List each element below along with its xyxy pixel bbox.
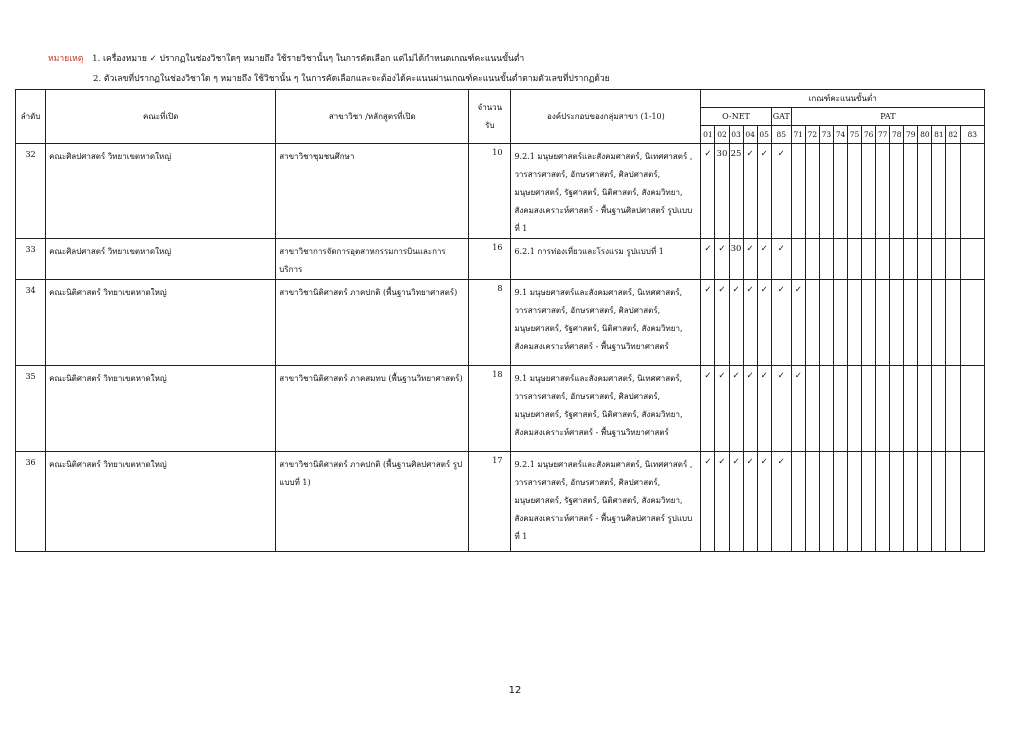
- criteria-cell-72: [805, 239, 819, 280]
- criteria-cell-83: [960, 144, 984, 239]
- criteria-cell-82: [946, 280, 960, 366]
- note-text-1: 1. เครื่องหมาย ✓ ปรากฏในช่องวิชาใดๆ หมายถึง ใช้รายวิชานั้นๆ ในการคัดเลือก แต่ไม่ได้กำหนดเกณฑ์คะแนนขั้นต่ำ: [92, 54, 525, 64]
- criteria-cell-85: ✓: [771, 452, 791, 552]
- criteria-cell-72: [805, 144, 819, 239]
- row-no: 33: [16, 239, 46, 280]
- row-component: 9.1 มนุษยศาสตร์และสังคมศาสตร์, นิเทศศาสตร์, วารสารศาสตร์, อักษรศาสตร์, ศิลปศาสตร์, มนุษยศาสตร์, รัฐศาสตร์, นิติศาสตร์, สังคมวิทยา, สังคมสงเคราะห์ศาสตร์ - พื้นฐานวิทยาศาสตร์: [511, 280, 701, 366]
- criteria-cell-82: [946, 452, 960, 552]
- row-seats: 10: [469, 144, 511, 239]
- criteria-cell-82: [946, 366, 960, 452]
- criteria-cell-75: [848, 144, 862, 239]
- header-program: สาขาวิชา /หลักสูตรที่เปิด: [276, 90, 469, 144]
- row-seats: 16: [469, 239, 511, 280]
- subject-code-77: 77: [876, 126, 890, 144]
- row-program: สาขาวิชาการจัดการอุตสาหกรรมการบินและการบริการ: [276, 239, 469, 280]
- note-line-2: 2. ตัวเลขที่ปรากฏในช่องวิชาใด ๆ หมายถึง ใช้วิชานั้น ๆ ในการคัดเลือกและจะต้องได้คะแนนผ่านเกณฑ์คะแนนขั้นต่ำตามตัวเลขที่ปรากฏด้วย: [93, 74, 610, 84]
- notes-label: หมายเหตุ: [48, 54, 84, 64]
- row-component: 9.1 มนุษยศาสตร์และสังคมศาสตร์, นิเทศศาสตร์, วารสารศาสตร์, อักษรศาสตร์, ศิลปศาสตร์, มนุษยศาสตร์, รัฐศาสตร์, นิติศาสตร์, สังคมวิทยา, สังคมสงเคราะห์ศาสตร์ - พื้นฐานวิทยาศาสตร์: [511, 366, 701, 452]
- criteria-cell-72: [805, 280, 819, 366]
- subject-code-02: 02: [715, 126, 729, 144]
- criteria-cell-04: ✓: [743, 280, 757, 366]
- table-row: [16, 452, 985, 552]
- criteria-cell-75: [848, 280, 862, 366]
- row-seats: 17: [469, 452, 511, 552]
- criteria-cell-85: ✓: [771, 144, 791, 239]
- criteria-cell-85: ✓: [771, 239, 791, 280]
- criteria-cell-85: ✓: [771, 280, 791, 366]
- subject-code-79: 79: [904, 126, 918, 144]
- criteria-cell-80: [918, 280, 932, 366]
- page-number: 12: [508, 685, 522, 696]
- criteria-cell-71: [791, 239, 805, 280]
- criteria-cell-74: [833, 452, 847, 552]
- row-component: 9.2.1 มนุษยศาสตร์และสังคมศาสตร์, นิเทศศาสตร์ , วารสารศาสตร์, อักษรศาสตร์, ศิลปศาสตร์, มนุษยศาสตร์, รัฐศาสตร์, นิติศาสตร์, สังคมวิทยา, สังคมสงเคราะห์ศาสตร์ - พื้นฐานศิลปศาสตร์ รูปแบบที่ 1: [511, 452, 701, 552]
- criteria-cell-05: ✓: [757, 280, 771, 366]
- criteria-cell-73: [819, 239, 833, 280]
- criteria-cell-77: [876, 366, 890, 452]
- criteria-cell-04: ✓: [743, 366, 757, 452]
- criteria-cell-78: [890, 366, 904, 452]
- criteria-cell-75: [848, 452, 862, 552]
- criteria-cell-83: [960, 452, 984, 552]
- row-faculty: คณะศิลปศาสตร์ วิทยาเขตหาดใหญ่: [46, 239, 276, 280]
- table-row: [16, 144, 985, 239]
- criteria-cell-76: [862, 239, 876, 280]
- criteria-cell-85: ✓: [771, 366, 791, 452]
- criteria-cell-80: [918, 144, 932, 239]
- criteria-cell-05: ✓: [757, 452, 771, 552]
- criteria-cell-05: ✓: [757, 366, 771, 452]
- criteria-cell-03: ✓: [729, 366, 743, 452]
- criteria-cell-77: [876, 239, 890, 280]
- criteria-cell-71: ✓: [791, 366, 805, 452]
- criteria-cell-03: 25: [729, 144, 743, 239]
- criteria-cell-72: [805, 366, 819, 452]
- subject-code-74: 74: [833, 126, 847, 144]
- criteria-cell-05: ✓: [757, 144, 771, 239]
- subject-code-73: 73: [819, 126, 833, 144]
- subject-code-75: 75: [848, 126, 862, 144]
- criteria-cell-02: ✓: [715, 239, 729, 280]
- criteria-cell-73: [819, 280, 833, 366]
- criteria-cell-04: ✓: [743, 452, 757, 552]
- criteria-cell-76: [862, 144, 876, 239]
- header-component: องค์ประกอบของกลุ่มสาขา (1-10): [511, 90, 701, 144]
- criteria-cell-78: [890, 280, 904, 366]
- row-component: 6.2.1 การท่องเที่ยวและโรงแรม รูปแบบที่ 1: [511, 239, 701, 280]
- header-faculty: คณะที่เปิด: [46, 90, 276, 144]
- row-no: 36: [16, 452, 46, 552]
- criteria-cell-81: [932, 239, 946, 280]
- criteria-cell-83: [960, 239, 984, 280]
- criteria-cell-79: [904, 239, 918, 280]
- criteria-cell-72: [805, 452, 819, 552]
- criteria-cell-78: [890, 452, 904, 552]
- subject-code-83: 83: [960, 126, 984, 144]
- criteria-cell-75: [848, 366, 862, 452]
- criteria-cell-01: ✓: [701, 280, 715, 366]
- criteria-cell-80: [918, 366, 932, 452]
- criteria-cell-03: 30: [729, 239, 743, 280]
- criteria-cell-71: [791, 452, 805, 552]
- criteria-cell-77: [876, 144, 890, 239]
- criteria-cell-77: [876, 280, 890, 366]
- table-row: [16, 239, 985, 280]
- notes: [48, 49, 610, 89]
- criteria-cell-80: [918, 452, 932, 552]
- subject-code-04: 04: [743, 126, 757, 144]
- criteria-cell-02: ✓: [715, 280, 729, 366]
- subject-code-71: 71: [791, 126, 805, 144]
- criteria-cell-05: ✓: [757, 239, 771, 280]
- criteria-cell-78: [890, 239, 904, 280]
- criteria-cell-79: [904, 280, 918, 366]
- subject-code-85: 85: [771, 126, 791, 144]
- row-program: สาขาวิชานิติศาสตร์ ภาคปกติ (พื้นฐานศิลปศาสตร์ รูปแบบที่ 1): [276, 452, 469, 552]
- row-no: 34: [16, 280, 46, 366]
- criteria-cell-81: [932, 452, 946, 552]
- subject-code-72: 72: [805, 126, 819, 144]
- row-no: 35: [16, 366, 46, 452]
- subject-code-05: 05: [757, 126, 771, 144]
- criteria-cell-76: [862, 366, 876, 452]
- subject-code-76: 76: [862, 126, 876, 144]
- header-gat: GAT: [771, 108, 791, 126]
- criteria-cell-71: ✓: [791, 280, 805, 366]
- table-row: [16, 280, 985, 366]
- criteria-cell-76: [862, 280, 876, 366]
- subject-code-80: 80: [918, 126, 932, 144]
- row-faculty: คณะศิลปศาสตร์ วิทยาเขตหาดใหญ่: [46, 144, 276, 239]
- header-no: ลำดับ: [16, 90, 46, 144]
- criteria-cell-77: [876, 452, 890, 552]
- row-faculty: คณะนิติศาสตร์ วิทยาเขตหาดใหญ่: [46, 366, 276, 452]
- criteria-cell-01: ✓: [701, 452, 715, 552]
- note-line-1: [48, 49, 610, 69]
- criteria-cell-83: [960, 280, 984, 366]
- admission-criteria-table: [15, 89, 985, 552]
- criteria-cell-83: [960, 366, 984, 452]
- table-row: [16, 366, 985, 452]
- criteria-cell-04: ✓: [743, 239, 757, 280]
- criteria-cell-03: ✓: [729, 280, 743, 366]
- criteria-cell-78: [890, 144, 904, 239]
- row-program: สาขาวิชานิติศาสตร์ ภาคสมทบ (พื้นฐานวิทยาศาสตร์): [276, 366, 469, 452]
- row-no: 32: [16, 144, 46, 239]
- subject-code-82: 82: [946, 126, 960, 144]
- criteria-cell-02: ✓: [715, 452, 729, 552]
- header-seats: จำนวนรับ: [469, 90, 511, 144]
- header-onet: O-NET: [701, 108, 771, 126]
- criteria-cell-73: [819, 366, 833, 452]
- criteria-cell-81: [932, 144, 946, 239]
- criteria-cell-02: ✓: [715, 366, 729, 452]
- row-program: สาขาวิชาชุมชนศึกษา: [276, 144, 469, 239]
- subject-code-01: 01: [701, 126, 715, 144]
- criteria-cell-01: ✓: [701, 239, 715, 280]
- subject-code-03: 03: [729, 126, 743, 144]
- criteria-cell-02: 30: [715, 144, 729, 239]
- header-pat: PAT: [791, 108, 984, 126]
- criteria-cell-73: [819, 452, 833, 552]
- row-component: 9.2.1 มนุษยศาสตร์และสังคมศาสตร์, นิเทศศาสตร์ , วารสารศาสตร์, อักษรศาสตร์, ศิลปศาสตร์, มนุษยศาสตร์, รัฐศาสตร์, นิติศาสตร์, สังคมวิทยา, สังคมสงเคราะห์ศาสตร์ - พื้นฐานศิลปศาสตร์ รูปแบบที่ 1: [511, 144, 701, 239]
- criteria-cell-79: [904, 452, 918, 552]
- row-seats: 18: [469, 366, 511, 452]
- criteria-cell-01: ✓: [701, 144, 715, 239]
- subject-code-78: 78: [890, 126, 904, 144]
- criteria-cell-79: [904, 366, 918, 452]
- criteria-cell-81: [932, 280, 946, 366]
- criteria-cell-79: [904, 144, 918, 239]
- criteria-cell-03: ✓: [729, 452, 743, 552]
- row-faculty: คณะนิติศาสตร์ วิทยาเขตหาดใหญ่: [46, 452, 276, 552]
- header-criteria: เกณฑ์คะแนนขั้นต่ำ: [701, 90, 985, 108]
- criteria-cell-81: [932, 366, 946, 452]
- criteria-cell-74: [833, 144, 847, 239]
- criteria-cell-04: ✓: [743, 144, 757, 239]
- criteria-cell-80: [918, 239, 932, 280]
- criteria-cell-74: [833, 280, 847, 366]
- criteria-cell-75: [848, 239, 862, 280]
- row-seats: 8: [469, 280, 511, 366]
- criteria-cell-82: [946, 239, 960, 280]
- subject-code-81: 81: [932, 126, 946, 144]
- criteria-cell-76: [862, 452, 876, 552]
- criteria-cell-82: [946, 144, 960, 239]
- criteria-cell-01: ✓: [701, 366, 715, 452]
- criteria-cell-74: [833, 239, 847, 280]
- row-faculty: คณะนิติศาสตร์ วิทยาเขตหาดใหญ่: [46, 280, 276, 366]
- criteria-cell-74: [833, 366, 847, 452]
- criteria-cell-73: [819, 144, 833, 239]
- criteria-cell-71: [791, 144, 805, 239]
- row-program: สาขาวิชานิติศาสตร์ ภาคปกติ (พื้นฐานวิทยาศาสตร์): [276, 280, 469, 366]
